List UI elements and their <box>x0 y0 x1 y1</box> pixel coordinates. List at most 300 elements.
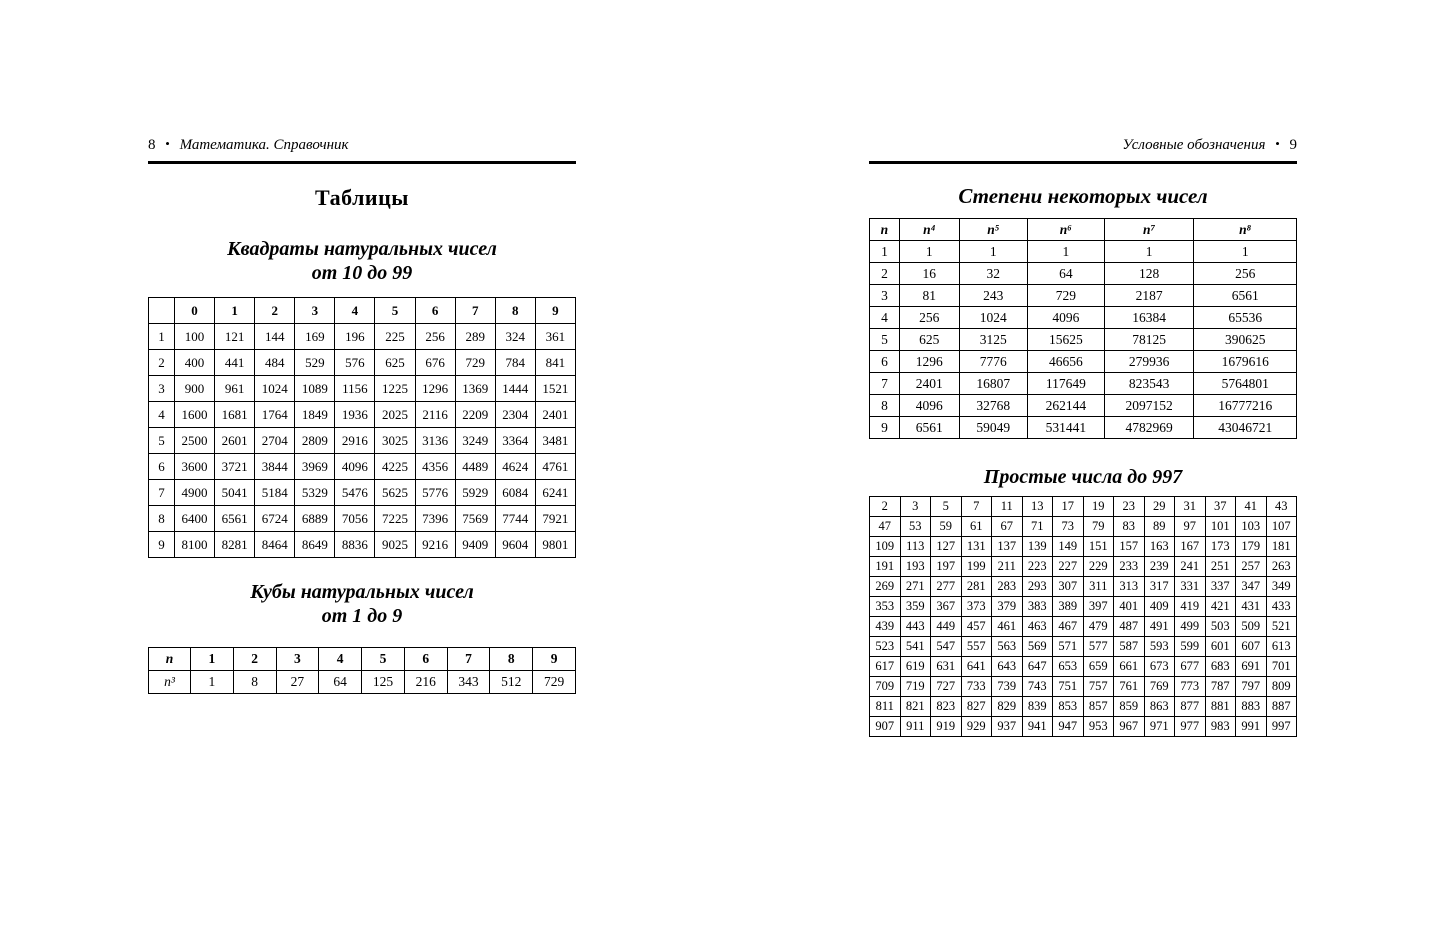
table-cell: 256 <box>899 307 959 329</box>
table-cell: 6561 <box>1194 285 1297 307</box>
table-row <box>870 717 1297 737</box>
table-cell: 729 <box>533 671 576 694</box>
table-cell: 73 <box>1053 517 1084 537</box>
table-cell: 431 <box>1236 597 1267 617</box>
table-cell: 269 <box>870 577 901 597</box>
table-cell: 953 <box>1083 717 1114 737</box>
table-cell: 263 <box>1266 557 1297 577</box>
table-cell: 971 <box>1144 717 1175 737</box>
table-cell: 1 <box>1027 241 1104 263</box>
table-cell: 1369 <box>455 376 495 402</box>
table-cell: 32768 <box>959 395 1027 417</box>
table-cell: 8 <box>870 395 900 417</box>
table-cell: 1 <box>1194 241 1297 263</box>
table-header-cell: n <box>149 648 191 671</box>
table-cell: 641 <box>961 657 992 677</box>
table-row <box>870 657 1297 677</box>
table-header-cell: n⁵ <box>959 219 1027 241</box>
table-cell: 31 <box>1175 497 1206 517</box>
table-cell: 7225 <box>375 506 415 532</box>
table-cell: 117649 <box>1027 373 1104 395</box>
table-cell: 46656 <box>1027 351 1104 373</box>
table-cell: 1521 <box>535 376 575 402</box>
table-cell: 324 <box>495 324 535 350</box>
table-cell: 593 <box>1144 637 1175 657</box>
table-row <box>870 557 1297 577</box>
table-cell: 857 <box>1083 697 1114 717</box>
table-cell: 3249 <box>455 428 495 454</box>
table-cell: 547 <box>931 637 962 657</box>
table-header-cell: 7 <box>447 648 490 671</box>
squares-heading-line1: Квадраты натуральных чисел <box>227 238 497 260</box>
table-cell: 311 <box>1083 577 1114 597</box>
table-cell: 2500 <box>175 428 215 454</box>
table-header-cell: n⁶ <box>1027 219 1104 241</box>
table-cell: 289 <box>455 324 495 350</box>
table-cell: 16807 <box>959 373 1027 395</box>
table-cell: 41 <box>1236 497 1267 517</box>
table-cell: 4096 <box>1027 307 1104 329</box>
table-header-cell: 8 <box>490 648 533 671</box>
table-cell: 13 <box>1022 497 1053 517</box>
table-cell: 6 <box>870 351 900 373</box>
table-cell: 809 <box>1266 677 1297 697</box>
table-cell: 157 <box>1114 537 1145 557</box>
table-cell: 827 <box>961 697 992 717</box>
table-cell: 103 <box>1236 517 1267 537</box>
table-cell: 107 <box>1266 517 1297 537</box>
table-cell: 647 <box>1022 657 1053 677</box>
table-cell: 784 <box>495 350 535 376</box>
table-cell: 409 <box>1144 597 1175 617</box>
table-cell: 457 <box>961 617 992 637</box>
table-cell: 433 <box>1266 597 1297 617</box>
table-cell: 997 <box>1266 717 1297 737</box>
table-cell: 659 <box>1083 657 1114 677</box>
table-cell: 757 <box>1083 677 1114 697</box>
table-cell: 2209 <box>455 402 495 428</box>
table-cell: 599 <box>1175 637 1206 657</box>
table-cell: 461 <box>992 617 1023 637</box>
table-row <box>870 697 1297 717</box>
table-cell: 727 <box>931 677 962 697</box>
table-cell: 16384 <box>1104 307 1194 329</box>
table-cell: 2097152 <box>1104 395 1194 417</box>
table-cell: 523 <box>870 637 901 657</box>
table-cell: 227 <box>1053 557 1084 577</box>
table-cell: 121 <box>215 324 255 350</box>
table-cell: 5 <box>149 428 175 454</box>
table-cell: 1600 <box>175 402 215 428</box>
table-cell: 179 <box>1236 537 1267 557</box>
table-cell: 3364 <box>495 428 535 454</box>
table-cell: 859 <box>1114 697 1145 717</box>
table-cell: 683 <box>1205 657 1236 677</box>
table-row <box>149 532 576 558</box>
table-cell: 1024 <box>255 376 295 402</box>
table-cell: 7 <box>961 497 992 517</box>
table-cell: 4096 <box>899 395 959 417</box>
left-running-title: Математика. Справочник <box>179 137 349 153</box>
table-cell: 967 <box>1114 717 1145 737</box>
table-cell: 821 <box>900 697 931 717</box>
table-cell: 701 <box>1266 657 1297 677</box>
table-cell: 199 <box>961 557 992 577</box>
table-cell: 349 <box>1266 577 1297 597</box>
table-cell: 64 <box>319 671 362 694</box>
left-page-number: 8 <box>148 137 156 153</box>
table-cell: 729 <box>455 350 495 376</box>
table-row <box>870 597 1297 617</box>
table-header-row <box>149 298 576 324</box>
table-header-cell <box>149 298 175 324</box>
table-cell: 8100 <box>175 532 215 558</box>
table-cell: 503 <box>1205 617 1236 637</box>
table-cell: 625 <box>899 329 959 351</box>
table-row <box>870 329 1297 351</box>
cubes-heading-line2: от 1 до 9 <box>321 605 403 627</box>
table-cell: 16 <box>899 263 959 285</box>
table-cell: 887 <box>1266 697 1297 717</box>
table-row <box>870 617 1297 637</box>
table-cell: 397 <box>1083 597 1114 617</box>
table-header-cell: n⁷ <box>1104 219 1194 241</box>
table-header-cell: 3 <box>295 298 335 324</box>
right-running-title: Условные обозначения <box>1122 137 1266 153</box>
tables-heading: Таблицы <box>315 185 409 210</box>
table-cell: 313 <box>1114 577 1145 597</box>
table-cell: 5329 <box>295 480 335 506</box>
table-cell: 883 <box>1236 697 1267 717</box>
table-cell: 293 <box>1022 577 1053 597</box>
table-header-cell: n⁴ <box>899 219 959 241</box>
table-row <box>870 537 1297 557</box>
table-cell: 961 <box>215 376 255 402</box>
table-cell: 2187 <box>1104 285 1194 307</box>
table-cell: 4356 <box>415 454 455 480</box>
table-cell: 197 <box>931 557 962 577</box>
primes-heading <box>869 465 1297 489</box>
table-row <box>870 395 1297 417</box>
table-cell: 6724 <box>255 506 295 532</box>
table-cell: 439 <box>870 617 901 637</box>
table-cell: 8 <box>149 506 175 532</box>
table-cell: 484 <box>255 350 295 376</box>
table-cell: 359 <box>900 597 931 617</box>
table-row <box>870 577 1297 597</box>
table-cell: 11 <box>992 497 1023 517</box>
table-cell: 9604 <box>495 532 535 558</box>
table-cell: 127 <box>931 537 962 557</box>
table-cell: 4900 <box>175 480 215 506</box>
table-cell: 6 <box>149 454 175 480</box>
table-cell: 607 <box>1236 637 1267 657</box>
table-cell: 863 <box>1144 697 1175 717</box>
table-cell: 59 <box>931 517 962 537</box>
table-cell: 281 <box>961 577 992 597</box>
table-cell: 9025 <box>375 532 415 558</box>
table-cell: 9409 <box>455 532 495 558</box>
table-cell: 97 <box>1175 517 1206 537</box>
table-cell: 89 <box>1144 517 1175 537</box>
table-cell: 8281 <box>215 532 255 558</box>
table-header-cell: 8 <box>495 298 535 324</box>
table-cell: 911 <box>900 717 931 737</box>
table-cell: 277 <box>931 577 962 597</box>
table-cell: 929 <box>961 717 992 737</box>
table-cell: 2 <box>870 497 901 517</box>
table-cell: 251 <box>1205 557 1236 577</box>
table-cell: 733 <box>961 677 992 697</box>
table-cell: 4782969 <box>1104 417 1194 439</box>
table-cell: 163 <box>1144 537 1175 557</box>
table-cell: 79 <box>1083 517 1114 537</box>
table-header-row <box>149 648 576 671</box>
table-cell: 401 <box>1114 597 1145 617</box>
table-cell: 673 <box>1144 657 1175 677</box>
table-cell: 729 <box>1027 285 1104 307</box>
table-cell: 65536 <box>1194 307 1297 329</box>
table-header-cell: 1 <box>215 298 255 324</box>
table-row <box>149 506 576 532</box>
table-cell: 191 <box>870 557 901 577</box>
table-cell: 3844 <box>255 454 295 480</box>
table-cell: 7 <box>149 480 175 506</box>
table-header-cell: 2 <box>233 648 276 671</box>
table-row <box>870 677 1297 697</box>
table-cell: 7 <box>870 373 900 395</box>
table-cell: 283 <box>992 577 1023 597</box>
table-cell: 1 <box>1104 241 1194 263</box>
table-cell: 2601 <box>215 428 255 454</box>
table-cell: 769 <box>1144 677 1175 697</box>
table-cell: 739 <box>992 677 1023 697</box>
primes-heading-line: Простые числа до 997 <box>983 466 1183 488</box>
left-page <box>148 137 576 694</box>
table-cell: 421 <box>1205 597 1236 617</box>
table-cell: 32 <box>959 263 1027 285</box>
table-cell: 8836 <box>335 532 375 558</box>
table-cell: 15625 <box>1027 329 1104 351</box>
table-row <box>149 402 576 428</box>
table-cell: 113 <box>900 537 931 557</box>
table-cell: 2 <box>870 263 900 285</box>
table-cell: 441 <box>215 350 255 376</box>
table-cell: 881 <box>1205 697 1236 717</box>
table-cell: 3 <box>870 285 900 307</box>
table-cell: 557 <box>961 637 992 657</box>
table-cell: 4624 <box>495 454 535 480</box>
table-cell: 3600 <box>175 454 215 480</box>
table-cell: 7776 <box>959 351 1027 373</box>
table-cell: 317 <box>1144 577 1175 597</box>
table-cell: 367 <box>931 597 962 617</box>
table-cell: 6241 <box>535 480 575 506</box>
table-cell: 101 <box>1205 517 1236 537</box>
table-cell: 109 <box>870 537 901 557</box>
right-page-number: 9 <box>1289 137 1297 153</box>
table-cell: 6400 <box>175 506 215 532</box>
table-row <box>870 637 1297 657</box>
table-cell: 991 <box>1236 717 1267 737</box>
table-cell: 7056 <box>335 506 375 532</box>
table-cell: 761 <box>1114 677 1145 697</box>
table-cell: 4096 <box>335 454 375 480</box>
table-cell: 823543 <box>1104 373 1194 395</box>
table-cell: 563 <box>992 637 1023 657</box>
table-header-cell: 9 <box>535 298 575 324</box>
right-page <box>869 137 1297 737</box>
table-cell: 71 <box>1022 517 1053 537</box>
table-row <box>870 417 1297 439</box>
table-cell: 773 <box>1175 677 1206 697</box>
table-cell: 531441 <box>1027 417 1104 439</box>
table-header-cell: 1 <box>191 648 234 671</box>
table-cell: 144 <box>255 324 295 350</box>
table-cell: 233 <box>1114 557 1145 577</box>
table-cell: 677 <box>1175 657 1206 677</box>
table-cell: 8464 <box>255 532 295 558</box>
table-cell: 1679616 <box>1194 351 1297 373</box>
table-cell: 1764 <box>255 402 295 428</box>
table-header-row <box>870 219 1297 241</box>
table-cell: 167 <box>1175 537 1206 557</box>
table-cell: 751 <box>1053 677 1084 697</box>
table-row <box>149 671 576 694</box>
table-cell: 691 <box>1236 657 1267 677</box>
table-cell: 797 <box>1236 677 1267 697</box>
table-header-cell: 4 <box>335 298 375 324</box>
table-cell: 541 <box>900 637 931 657</box>
table-cell: 5764801 <box>1194 373 1297 395</box>
table-cell: 2809 <box>295 428 335 454</box>
table-cell: 211 <box>992 557 1023 577</box>
table-cell: 601 <box>1205 637 1236 657</box>
table-cell: 661 <box>1114 657 1145 677</box>
table-header-cell: 6 <box>415 298 455 324</box>
table-cell: 6561 <box>215 506 255 532</box>
table-cell: 617 <box>870 657 901 677</box>
table-cell: 173 <box>1205 537 1236 557</box>
table-cell: 257 <box>1236 557 1267 577</box>
table-cell: 19 <box>1083 497 1114 517</box>
table-cell: 216 <box>404 671 447 694</box>
table-cell: 7569 <box>455 506 495 532</box>
table-cell: 347 <box>1236 577 1267 597</box>
table-cell: 1849 <box>295 402 335 428</box>
table-cell: 941 <box>1022 717 1053 737</box>
table-cell: 83 <box>1114 517 1145 537</box>
table-cell: 2401 <box>535 402 575 428</box>
table-cell: 479 <box>1083 617 1114 637</box>
table-cell: 587 <box>1114 637 1145 657</box>
cubes-heading-line1: Кубы натуральных чисел <box>250 581 474 603</box>
table-cell: 4 <box>870 307 900 329</box>
table-cell: 137 <box>992 537 1023 557</box>
table-cell: 47 <box>870 517 901 537</box>
table-cell: 811 <box>870 697 901 717</box>
table-cell: 125 <box>362 671 405 694</box>
table-cell: 5 <box>870 329 900 351</box>
table-cell: 43046721 <box>1194 417 1297 439</box>
table-cell: 3 <box>900 497 931 517</box>
table-cell: 3 <box>149 376 175 402</box>
table-cell: 1156 <box>335 376 375 402</box>
table-row <box>870 351 1297 373</box>
right-page-header <box>869 137 1297 164</box>
table-cell: 443 <box>900 617 931 637</box>
table-cell: 169 <box>295 324 335 350</box>
table-row <box>870 497 1297 517</box>
table-cell: 262144 <box>1027 395 1104 417</box>
table-cell: 449 <box>931 617 962 637</box>
table-cell: 383 <box>1022 597 1053 617</box>
table-cell: 343 <box>447 671 490 694</box>
table-cell: 4 <box>149 402 175 428</box>
table-cell: 59049 <box>959 417 1027 439</box>
cubes-table <box>148 647 576 694</box>
table-cell: 4761 <box>535 454 575 480</box>
table-cell: 2304 <box>495 402 535 428</box>
table-cell: 529 <box>295 350 335 376</box>
table-cell: 181 <box>1266 537 1297 557</box>
table-header-cell: 5 <box>362 648 405 671</box>
table-cell: 613 <box>1266 637 1297 657</box>
table-cell: 512 <box>490 671 533 694</box>
table-row <box>870 517 1297 537</box>
table-cell: 29 <box>1144 497 1175 517</box>
table-row <box>870 285 1297 307</box>
table-cell: 3481 <box>535 428 575 454</box>
table-cell: 307 <box>1053 577 1084 597</box>
table-cell: 619 <box>900 657 931 677</box>
table-cell: 625 <box>375 350 415 376</box>
table-cell: 5 <box>931 497 962 517</box>
table-cell: 4225 <box>375 454 415 480</box>
table-header-cell: n⁸ <box>1194 219 1297 241</box>
table-cell: 7396 <box>415 506 455 532</box>
table-cell: 1296 <box>415 376 455 402</box>
table-cell: 853 <box>1053 697 1084 717</box>
table-cell: 5625 <box>375 480 415 506</box>
table-cell: 23 <box>1114 497 1145 517</box>
table-cell: 5184 <box>255 480 295 506</box>
table-cell: 787 <box>1205 677 1236 697</box>
cubes-heading <box>148 580 576 628</box>
table-cell: 3125 <box>959 329 1027 351</box>
table-row <box>149 454 576 480</box>
table-cell: 3969 <box>295 454 335 480</box>
table-cell: 239 <box>1144 557 1175 577</box>
table-row <box>149 350 576 376</box>
table-header-cell: 3 <box>276 648 319 671</box>
table-cell: 841 <box>535 350 575 376</box>
table-cell: 27 <box>276 671 319 694</box>
table-cell: 576 <box>335 350 375 376</box>
table-cell: 67 <box>992 517 1023 537</box>
table-cell: 631 <box>931 657 962 677</box>
table-cell: 709 <box>870 677 901 697</box>
table-cell: 8 <box>233 671 276 694</box>
table-cell: 16777216 <box>1194 395 1297 417</box>
table-cell: 3721 <box>215 454 255 480</box>
table-cell: 676 <box>415 350 455 376</box>
table-row <box>149 480 576 506</box>
table-cell: 17 <box>1053 497 1084 517</box>
table-cell: 2025 <box>375 402 415 428</box>
table-cell: 353 <box>870 597 901 617</box>
table-cell: 196 <box>335 324 375 350</box>
